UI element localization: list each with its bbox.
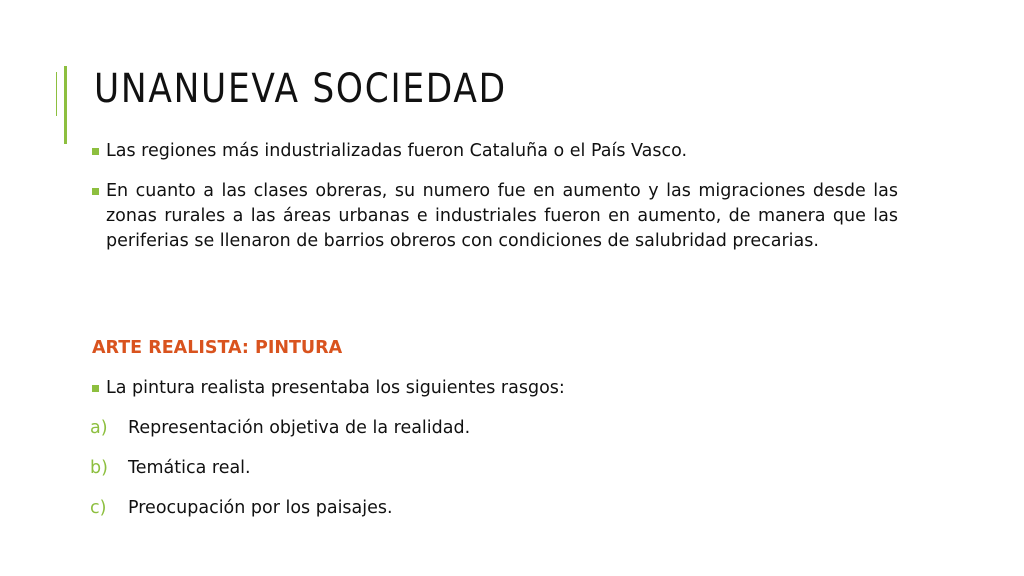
bullet-text: Las regiones más industrializadas fueron Cataluña o el País Vasco. [106, 141, 688, 161]
list-item-a [90, 416, 470, 441]
list-marker: a) [90, 418, 108, 438]
list-item-b [90, 456, 251, 481]
bullet-item-painting [92, 376, 898, 401]
square-bullet-icon [92, 188, 99, 195]
list-marker: c) [90, 498, 107, 518]
bullet-item-regions [92, 139, 898, 164]
section-heading: ARTE REALISTA: PINTURA [92, 338, 343, 358]
list-marker: b) [90, 458, 108, 478]
bullet-text: En cuanto a las clases obreras, su numero fue en aumento y las migraciones desde las zonas rurales a las áreas urbanas e industriales fueron en aumento, de manera que las periferias se llenaron de barrios obreros con condiciones de salubridad precarias. [106, 181, 898, 251]
list-text: Temática real. [128, 458, 251, 478]
square-bullet-icon [92, 148, 99, 155]
list-text: Preocupación por los paisajes. [128, 498, 393, 518]
list-item-c [90, 496, 393, 521]
bullet-item-working-class [92, 179, 898, 254]
square-bullet-icon [92, 385, 99, 392]
accent-bar-thick [64, 66, 67, 144]
bullet-text: La pintura realista presentaba los siguientes rasgos: [106, 378, 565, 398]
list-text: Representación objetiva de la realidad. [128, 418, 471, 438]
accent-bar-thin [56, 72, 57, 116]
slide-title: UNANUEVA SOCIEDAD [94, 66, 507, 112]
